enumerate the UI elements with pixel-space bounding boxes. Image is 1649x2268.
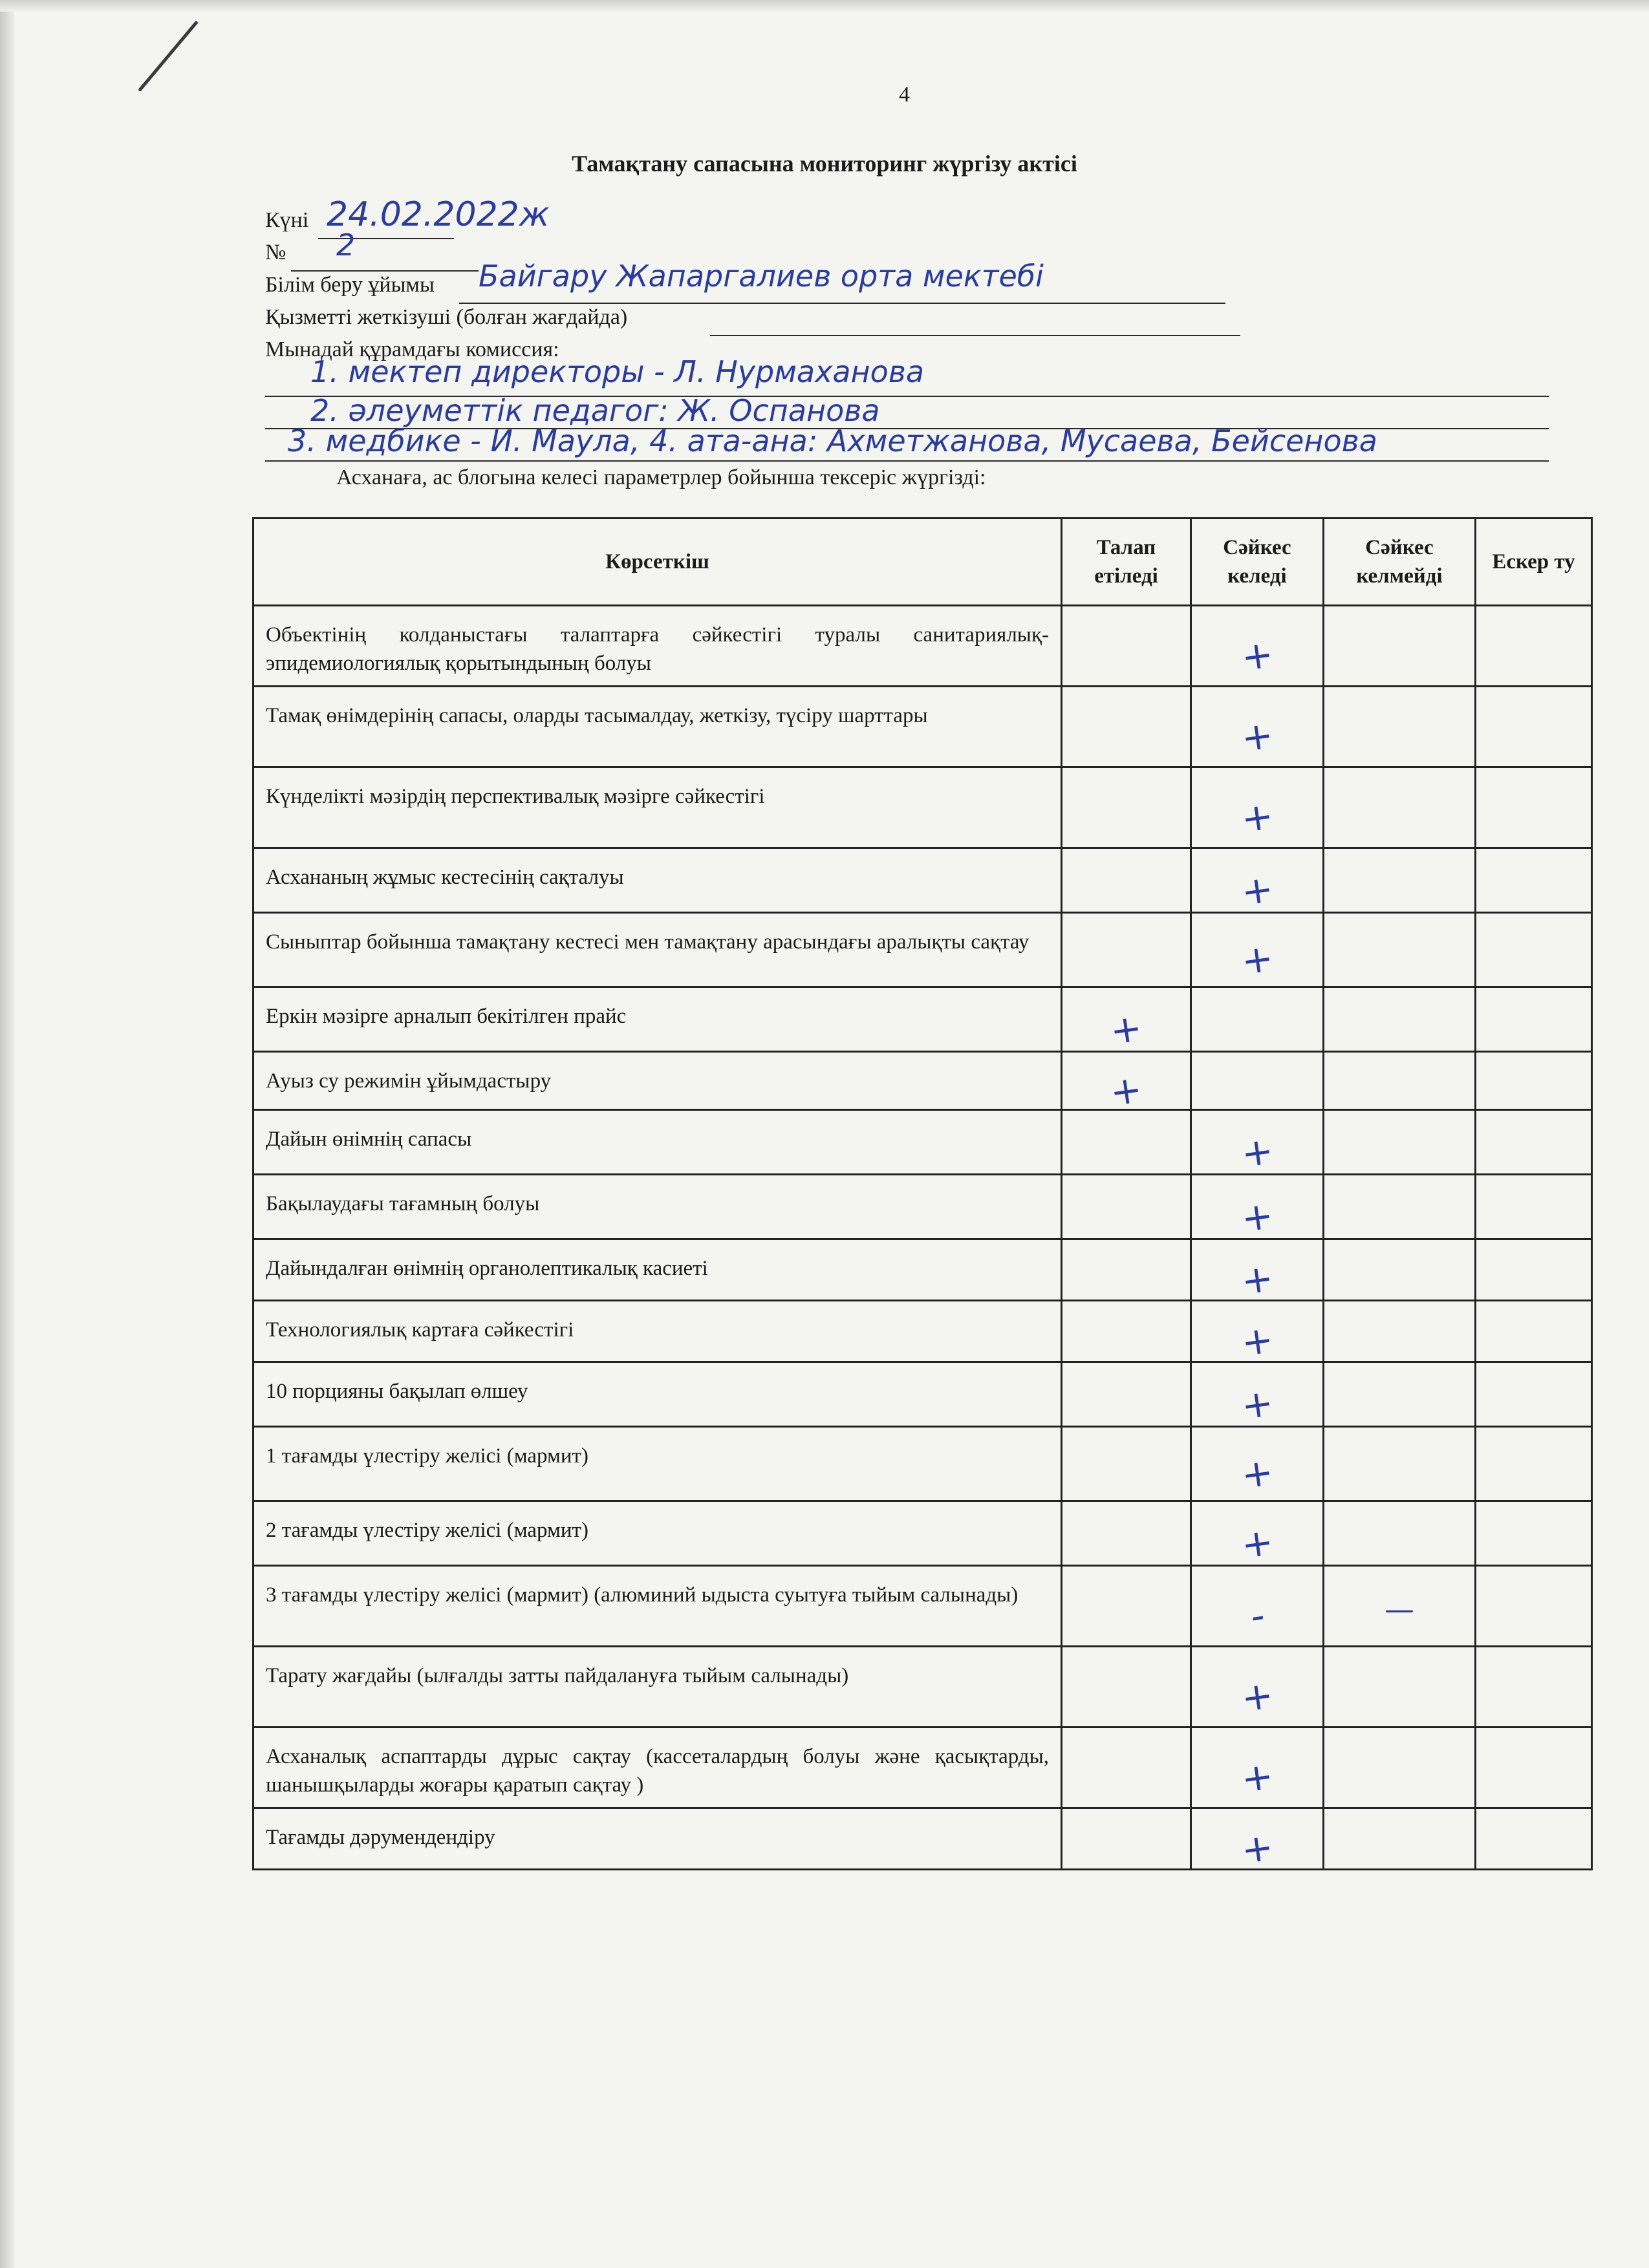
compliant-cell bbox=[1191, 848, 1324, 913]
compliant-mark: + bbox=[1238, 1316, 1276, 1365]
indicator-cell: Тамақ өнімдерінің сапасы, оларды тасымалдау, жеткізу, түсіру шарттары bbox=[253, 687, 1062, 767]
non-compliant-cell bbox=[1324, 687, 1476, 767]
non-compliant-cell bbox=[1324, 1239, 1476, 1301]
required-mark: + bbox=[1107, 1005, 1145, 1053]
indicator-cell: Сыныптар бойынша тамақтану кестесі мен тамақтану арасындағы аралықты сақтау bbox=[253, 913, 1062, 987]
header-indicator: Көрсеткіш bbox=[253, 519, 1062, 606]
non-compliant-mark: — bbox=[1385, 1592, 1414, 1627]
compliant-cell bbox=[1191, 1728, 1324, 1808]
note-cell bbox=[1476, 606, 1592, 687]
compliant-cell bbox=[1191, 1175, 1324, 1239]
required-cell bbox=[1062, 1239, 1191, 1301]
header-note: Ескер ту bbox=[1476, 519, 1592, 606]
header-required: Талап етіледі bbox=[1062, 519, 1191, 606]
note-cell bbox=[1476, 987, 1592, 1052]
required-cell bbox=[1062, 1175, 1191, 1239]
note-cell bbox=[1476, 687, 1592, 767]
table-row bbox=[253, 687, 1592, 767]
non-compliant-cell bbox=[1324, 1175, 1476, 1239]
note-cell bbox=[1476, 1175, 1592, 1239]
table-row bbox=[253, 1362, 1592, 1427]
indicator-cell: Ауыз су режимін ұйымдастыру bbox=[253, 1052, 1062, 1110]
compliant-cell bbox=[1191, 1427, 1324, 1501]
non-compliant-cell bbox=[1324, 848, 1476, 913]
note-cell bbox=[1476, 1501, 1592, 1566]
non-compliant-cell bbox=[1324, 1427, 1476, 1501]
date-label: Күні bbox=[265, 208, 309, 232]
commission-member-2: 2. әлеуметтік педагог: Ж. Оспанова bbox=[310, 393, 880, 428]
non-compliant-cell bbox=[1324, 1647, 1476, 1728]
compliant-cell bbox=[1191, 1301, 1324, 1365]
compliant-mark: + bbox=[1238, 1128, 1276, 1176]
indicator-cell: 1 тағамды үлестіру желісі (мармит) bbox=[253, 1427, 1062, 1501]
org-label: Білім беру ұйымы bbox=[265, 273, 435, 297]
table-row bbox=[253, 1728, 1592, 1808]
non-compliant-cell bbox=[1324, 1728, 1476, 1808]
note-cell bbox=[1476, 1110, 1592, 1175]
paper-edge-top bbox=[0, 0, 1649, 12]
table-header-row bbox=[253, 519, 1592, 606]
table-row bbox=[253, 1052, 1592, 1110]
indicator-cell: Дайындалған өнімнің органолептикалық касиеті bbox=[253, 1239, 1062, 1301]
indicator-cell: Асханалық аспаптарды дұрыс сақтау (кассеталардың болуы және қасықтарды, шанышқыларды жоғары қаратып сақтау ) bbox=[253, 1728, 1062, 1808]
header-non-compliant: Сәйкес келмейді bbox=[1324, 519, 1476, 606]
compliant-cell bbox=[1191, 1566, 1324, 1647]
compliant-mark: + bbox=[1238, 793, 1276, 842]
compliant-cell bbox=[1191, 1647, 1324, 1728]
note-cell bbox=[1476, 1647, 1592, 1728]
compliant-cell bbox=[1191, 1110, 1324, 1175]
note-cell bbox=[1476, 1362, 1592, 1427]
required-cell bbox=[1062, 1427, 1191, 1501]
compliant-cell bbox=[1191, 1362, 1324, 1427]
document-title: Тамақтану сапасына мониторинг жүргізу актісі bbox=[572, 151, 1077, 177]
compliant-mark: + bbox=[1238, 1380, 1276, 1428]
compliant-cell bbox=[1191, 1052, 1324, 1110]
indicator-cell: 2 тағамды үлестіру желісі (мармит) bbox=[253, 1501, 1062, 1566]
note-cell bbox=[1476, 767, 1592, 848]
compliant-mark: + bbox=[1238, 866, 1276, 914]
compliant-mark: + bbox=[1238, 1753, 1276, 1802]
table-row bbox=[253, 1647, 1592, 1728]
inspection-intro: Асханаға, ас блогына келесі параметрлер бойынша тексеріс жүргізді: bbox=[336, 465, 986, 489]
indicator-cell: Еркін мәзірге арналып бекітілген прайс bbox=[253, 987, 1062, 1052]
required-cell bbox=[1062, 1110, 1191, 1175]
indicator-cell: Объектінің колданыстағы талаптарға сәйкестігі туралы санитариялық-эпидемиологиялық қорытындының болуы bbox=[253, 606, 1062, 687]
table-row bbox=[253, 1301, 1592, 1362]
non-compliant-cell bbox=[1324, 913, 1476, 987]
required-cell bbox=[1062, 1566, 1191, 1647]
note-cell bbox=[1476, 848, 1592, 913]
commission-member-3: 3. медбике - И. Маула, 4. ата-ана: Ахметжанова, Мусаева, Бейсенова bbox=[288, 423, 1377, 458]
compliant-cell bbox=[1191, 1808, 1324, 1873]
required-cell bbox=[1062, 1052, 1191, 1115]
non-compliant-cell bbox=[1324, 1808, 1476, 1870]
compliant-cell bbox=[1191, 606, 1324, 687]
note-cell bbox=[1476, 1052, 1592, 1110]
table-row bbox=[253, 1427, 1592, 1501]
supplier-underline bbox=[710, 335, 1240, 336]
required-cell bbox=[1062, 606, 1191, 687]
non-compliant-cell bbox=[1324, 1566, 1476, 1647]
table-row bbox=[253, 606, 1592, 687]
commission-underline-3 bbox=[265, 460, 1549, 462]
required-cell bbox=[1062, 848, 1191, 913]
compliant-cell bbox=[1191, 767, 1324, 848]
required-cell bbox=[1062, 1501, 1191, 1566]
non-compliant-cell bbox=[1324, 1110, 1476, 1175]
required-cell bbox=[1062, 913, 1191, 987]
org-underline bbox=[459, 303, 1225, 304]
page-number: 4 bbox=[899, 83, 910, 107]
required-cell bbox=[1062, 1647, 1191, 1728]
table-row bbox=[253, 1808, 1592, 1870]
table-row bbox=[253, 987, 1592, 1052]
non-compliant-cell bbox=[1324, 767, 1476, 848]
header-compliant: Сәйкес келеді bbox=[1191, 519, 1324, 606]
required-cell bbox=[1062, 1808, 1191, 1870]
compliant-cell bbox=[1191, 913, 1324, 987]
compliant-cell bbox=[1191, 1239, 1324, 1304]
compliant-cell bbox=[1191, 687, 1324, 767]
indicator-cell: Дайын өнімнің сапасы bbox=[253, 1110, 1062, 1175]
number-underline bbox=[291, 270, 479, 272]
indicator-cell: Технологиялық картаға сәйкестігі bbox=[253, 1301, 1062, 1362]
compliant-mark: + bbox=[1238, 631, 1276, 680]
commission-member-1: 1. мектеп директоры - Л. Нурмаханова bbox=[310, 354, 925, 389]
non-compliant-cell bbox=[1324, 987, 1476, 1052]
compliant-mark: + bbox=[1238, 712, 1276, 761]
compliant-mark: + bbox=[1238, 1519, 1276, 1567]
required-cell bbox=[1062, 987, 1191, 1052]
number-label: № bbox=[265, 241, 286, 264]
note-cell bbox=[1476, 1808, 1592, 1870]
supplier-label: Қызметті жеткізуші (болған жағдайда) bbox=[265, 305, 628, 329]
indicator-cell: Бақылаудағы тағамның болуы bbox=[253, 1175, 1062, 1239]
compliant-mark: + bbox=[1238, 935, 1276, 984]
commission-label: Мынадай құрамдағы комиссия: bbox=[265, 337, 559, 361]
required-cell bbox=[1062, 1728, 1191, 1808]
paper-edge bbox=[0, 0, 14, 2268]
required-mark: + bbox=[1107, 1066, 1145, 1115]
compliant-mark: + bbox=[1238, 1672, 1276, 1721]
table-row bbox=[253, 848, 1592, 913]
note-cell bbox=[1476, 1728, 1592, 1808]
non-compliant-cell bbox=[1324, 606, 1476, 687]
date-value: 24.02.2022ж bbox=[327, 195, 550, 234]
compliant-cell bbox=[1191, 987, 1324, 1052]
non-compliant-cell bbox=[1324, 1052, 1476, 1110]
table-row bbox=[253, 1239, 1592, 1301]
required-cell bbox=[1062, 687, 1191, 767]
non-compliant-cell bbox=[1324, 1301, 1476, 1362]
table-row bbox=[253, 913, 1592, 987]
indicator-cell: Тағамды дәрумендендіру bbox=[253, 1808, 1062, 1870]
required-cell bbox=[1062, 767, 1191, 848]
indicator-cell: Асхананың жұмыс кестесінің сақталуы bbox=[253, 848, 1062, 913]
inspection-checklist-table bbox=[252, 517, 1593, 1873]
compliant-mark: + bbox=[1238, 1192, 1276, 1241]
indicator-cell: Күнделікті мәзірдің перспективалық мәзірге сәйкестігі bbox=[253, 767, 1062, 848]
indicator-cell: 3 тағамды үлестіру желісі (мармит) (алюминий ыдыста суытуға тыйым салынады) bbox=[253, 1566, 1062, 1647]
note-cell bbox=[1476, 1301, 1592, 1362]
indicator-cell: 10 порцияны бақылап өлшеу bbox=[253, 1362, 1062, 1427]
compliant-mark: + bbox=[1238, 1449, 1276, 1498]
number-value: 2 bbox=[336, 228, 356, 262]
required-cell bbox=[1062, 1362, 1191, 1427]
note-cell bbox=[1476, 1239, 1592, 1301]
compliant-mark: - bbox=[1247, 1592, 1267, 1639]
table-row bbox=[253, 767, 1592, 848]
org-value: Байгару Жапаргалиев орта мектебі bbox=[479, 259, 1044, 294]
indicator-cell: Тарату жағдайы (ылғалды затты пайдалануға тыйым салынады) bbox=[253, 1647, 1062, 1728]
compliant-mark: + bbox=[1238, 1824, 1276, 1873]
pen-stroke-mark bbox=[138, 21, 199, 92]
table-row bbox=[253, 1501, 1592, 1566]
note-cell bbox=[1476, 1427, 1592, 1501]
compliant-cell bbox=[1191, 1501, 1324, 1566]
non-compliant-cell bbox=[1324, 1362, 1476, 1427]
table-row bbox=[253, 1566, 1592, 1647]
note-cell bbox=[1476, 1566, 1592, 1647]
compliant-mark: + bbox=[1238, 1255, 1276, 1304]
non-compliant-cell bbox=[1324, 1501, 1476, 1566]
required-cell bbox=[1062, 1301, 1191, 1362]
note-cell bbox=[1476, 913, 1592, 987]
table-row bbox=[253, 1175, 1592, 1239]
table-row bbox=[253, 1110, 1592, 1175]
